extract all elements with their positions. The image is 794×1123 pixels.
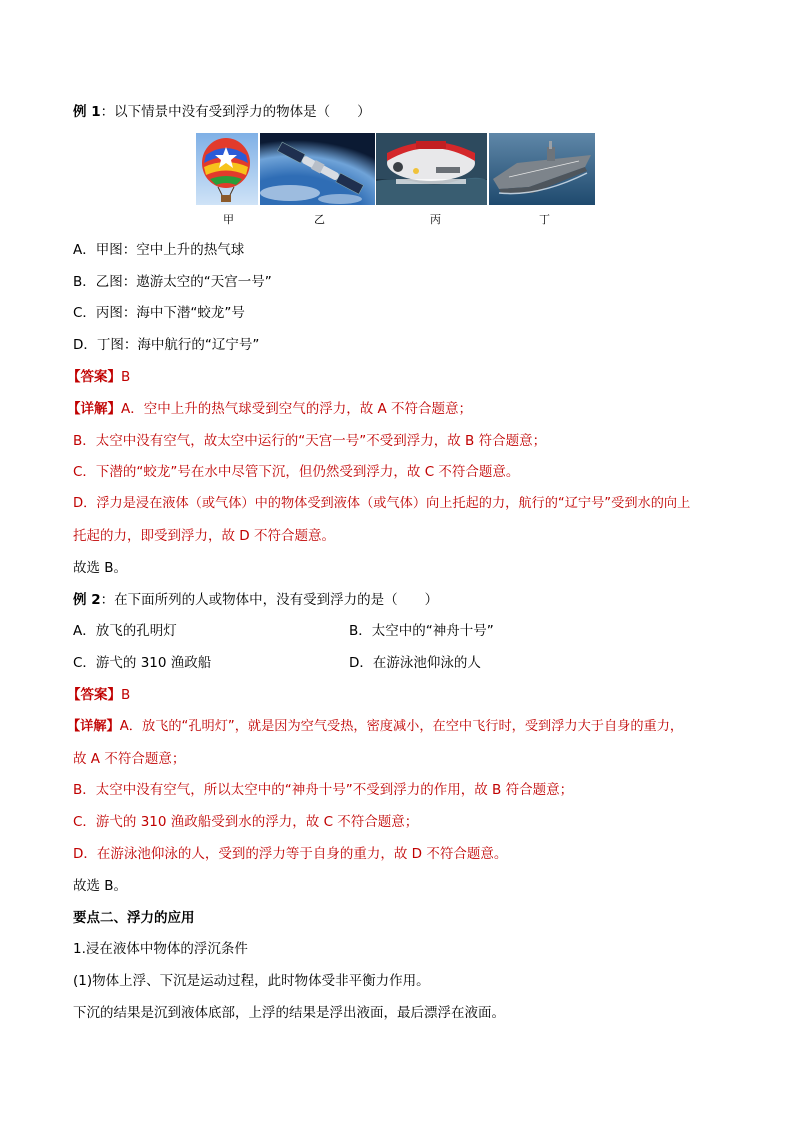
- example2-detail-line: B．太空中没有空气，所以太空中的“神舟十号”不受到浮力的作用，故 B 符合题意；: [73, 782, 574, 798]
- example1-conclusion: 故选 B。: [73, 560, 128, 576]
- example2-detail-line: 故 A 不符合题意；: [73, 751, 186, 767]
- answer-value: B: [121, 687, 131, 703]
- example2-label: 例 2: [73, 592, 101, 608]
- example1-detail-line: B．太空中没有空气，故太空中运行的“天宫一号”不受到浮力，故 B 符合题意；: [73, 433, 547, 449]
- example1-detail-line: 托起的力，即受到浮力，故 D 不符合题意。: [73, 528, 335, 544]
- hot-air-balloon-image: [196, 133, 258, 205]
- example1-question: [73, 103, 371, 121]
- detail-text: A．空中上升的热气球受到空气的浮力，故 A 不符合题意；: [121, 401, 473, 417]
- example1-option-a: A．甲图：空中上升的热气球: [73, 242, 245, 258]
- answer-tag: 【答案】: [67, 687, 121, 703]
- answer-tag: 【答案】: [67, 369, 121, 385]
- example1-detail-line: [67, 400, 472, 418]
- example1-option-b: B．乙图：遨游太空的“天宫一号”: [73, 274, 272, 290]
- example1-question-text: ：以下情景中没有受到浮力的物体是（ ）: [100, 104, 371, 120]
- section-paragraph: 下沉的结果是沉到液体底部，上浮的结果是浮出液面，最后漂浮在液面。: [73, 1005, 505, 1021]
- example1-detail-line: D．浮力是浸在液体（或气体）中的物体受到液体（或气体）向上托起的力，航行的“辽宁号”受到水的向上: [73, 496, 691, 511]
- example2-option-c: C．游弋的 310 渔政船: [73, 655, 212, 671]
- example2-conclusion: 故选 B。: [73, 878, 128, 894]
- caption-jia: 甲: [223, 213, 234, 226]
- example1-option-c: C．丙图：海中下潜“蛟龙”号: [73, 305, 245, 321]
- detail-text: A．放飞的“孔明灯”，就是因为空气受热，密度减小，在空中飞行时，受到浮力大于自身的重力，: [119, 719, 684, 734]
- section-subheading: 1.浸在液体中物体的浮沉条件: [73, 941, 248, 957]
- section-paragraph: (1)物体上浮、下沉是运动过程，此时物体受非平衡力作用。: [73, 973, 430, 989]
- caption-bing: 丙: [430, 213, 441, 226]
- example2-answer: [67, 686, 130, 704]
- detail-tag: 【详解】: [67, 719, 120, 734]
- example2-option-b: B．太空中的“神舟十号”: [349, 623, 494, 639]
- example2-option-d: D．在游泳池仰泳的人: [349, 655, 481, 671]
- detail-tag: 【详解】: [67, 401, 121, 417]
- caption-ding: 丁: [539, 213, 550, 226]
- aircraft-carrier-image: [489, 133, 595, 205]
- caption-yi: 乙: [314, 213, 325, 226]
- example1-label: 例 1: [73, 104, 101, 120]
- example1-detail-line: C．下潜的“蛟龙”号在水中尽管下沉，但仍然受到浮力，故 C 不符合题意。: [73, 464, 520, 480]
- space-station-image: [260, 133, 375, 205]
- submersible-image: [376, 133, 487, 205]
- example1-answer: [67, 368, 130, 386]
- example2-question-text: ：在下面所列的人或物体中，没有受到浮力的是（ ）: [100, 592, 439, 608]
- example1-option-d: D．丁图：海中航行的“辽宁号”: [73, 337, 260, 353]
- example2-question: [73, 591, 438, 609]
- example2-detail-line: D．在游泳池仰泳的人，受到的浮力等于自身的重力，故 D 不符合题意。: [73, 846, 508, 862]
- answer-value: B: [121, 369, 131, 385]
- section-heading: 要点二、浮力的应用: [73, 910, 195, 926]
- example2-option-a: A．放飞的孔明灯: [73, 623, 177, 639]
- example2-detail-line: [67, 718, 683, 736]
- example2-detail-line: C．游弋的 310 渔政船受到水的浮力，故 C 不符合题意；: [73, 814, 419, 830]
